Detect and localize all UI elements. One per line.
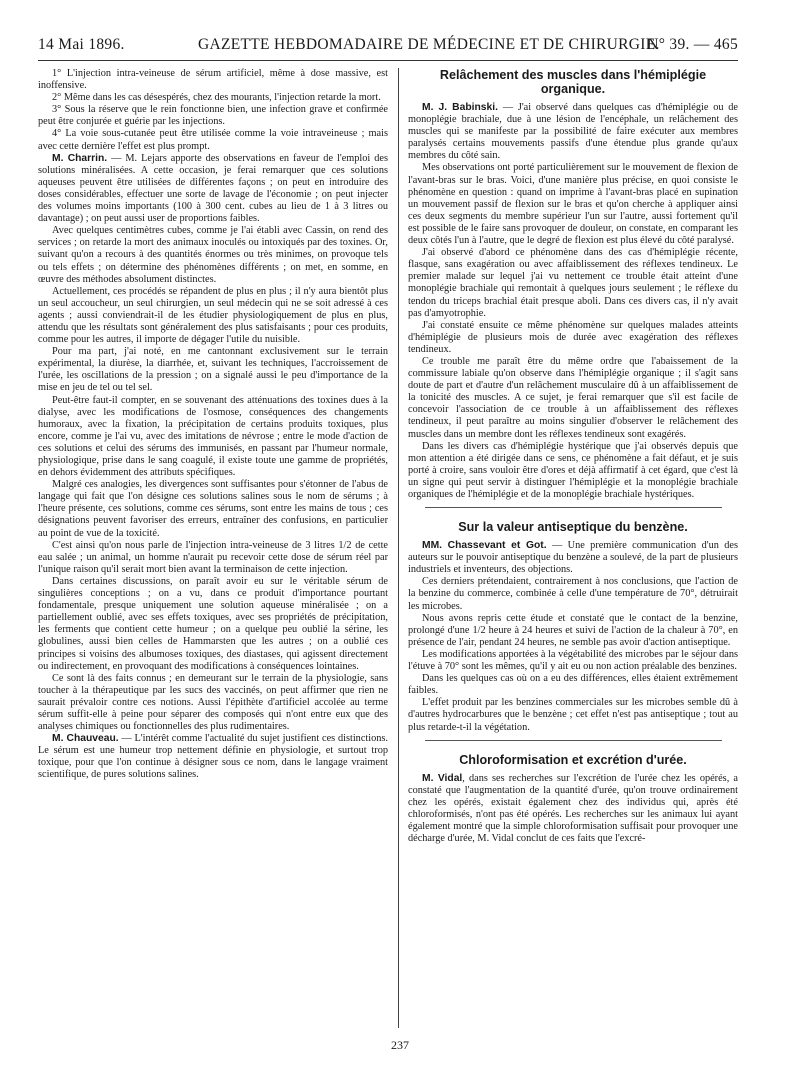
column-separator bbox=[398, 68, 399, 1028]
paragraph: Ce sont là des faits connus ; en demeurant sur le terrain de la physiologie, sans toucher à la thérapeutique par les sucs des vaccinés, on peut affirmer que rien ne saurait prévaloir contre ces notions. Aussi l'épithète d'artificiel accolée au terme sérum suffit-elle à peine pour séparer des composés qui n'ont entre eux que des analyses chimiques ou fonctionnelles des plus rudimentaires. bbox=[38, 672, 388, 733]
paragraph bbox=[408, 773, 738, 846]
paragraph-text: — J'ai observé dans quelques cas d'hémiplégie ou de monoplégie brachiale, due à une lésion de l'encéphale, un relâchement des muscles qui se manifeste par la possibilité de faire exécuter aux membres paralysés certains mouvements passifs d'une étendue plus grande qu'aux membres du côté sain. bbox=[408, 102, 738, 162]
section-heading: Chloroformisation et excrétion d'urée. bbox=[459, 752, 687, 767]
paragraph: L'effet produit par les benzines commerciales sur les microbes semble dû à d'autres hydrocarbures que le benzène ; cet effet n'est pas antiseptique ; tout au plus retarde-t-il la végétation. bbox=[408, 697, 738, 733]
section-divider bbox=[425, 507, 722, 508]
paragraph-text: — L'intérêt comme l'actualité du sujet justifient ces distinctions. Le sérum est une humeur trop nettement définie en physiologie, et surtout trop toxique, pour que l'on continue à désigner sous ce nom, dans le langage vraiment scientifique, de pures solutions salines. bbox=[38, 733, 388, 781]
paragraph: Ce trouble me paraît être du même ordre que l'abaissement de la commissure labiale qu'on observe dans l'hémiplégie organique ; il s'agit sans doute de part et d'autre d'un relâchement musculaire dû à un affaiblissement de la tonicité des muscles. A ce sujet, je ferai remarquer que s'il est facile de concevoir l'association de ce trouble à un affaiblissement des réflexes tendineux, il peut paraître au moins singulier d'observer le relâchement des muscles dans un membre dont les réflexes tendineux sont exagérés. bbox=[408, 355, 738, 440]
paragraph-text: — M. Lejars apporte des observations en faveur de l'emploi des solutions minéralisées. A cette occasion, je ferai remarquer que ces solutions aqueuses peuvent être utilisées de différentes façons ; on peut en introduire des doses considérables, effectuer une sorte de lavage de l'économie ; on peut injecter des volumes moins importants (100 à 300 cent. cubes au lieu de 1 à 3 litres ou davantage) ; on peut aussi user de proportions faibles. bbox=[38, 152, 388, 225]
section-divider bbox=[425, 740, 722, 741]
paragraph: C'est ainsi qu'on nous parle de l'injection intra-veineuse de 3 litres 1/2 de cette eau salée ; un animal, un homme n'aurait pu recevoir cette dose de sérum réel par l'unique raison qu'il serait mort bien avant la terminaison de cette injection. bbox=[38, 539, 388, 575]
journal-title: GAZETTE HEBDOMADAIRE DE MÉDECINE ET DE CHIRURGIE. bbox=[198, 36, 660, 53]
paragraph: Dans certaines discussions, on paraît avoir eu sur le véritable sérum de singulières conceptions ; on a vu, dans ce produit d'importance pourtant fondamentale, presque uniquement une solution aqueuse minéralisée ; on a partiellement oublié, avec ses effets toxiques, avec ses propriétés de précipitation, les ferments que contient cette humeur ; on a quelque peu oublié la sérine, les globulines, aussi bien celles de Hammarsten que les autres ; on a oublié ces principes si voisins des albumoses toxiques, des diastases, qui agissent directement ou indirectement, en provoquant des modifications à conséquences lointaines. bbox=[38, 575, 388, 672]
paragraph: Pour ma part, j'ai noté, en me cantonnant exclusivement sur le terrain expérimental, la diurèse, la diarrhée, et, suivant les techniques, l'accroissement de l'urée, les oscillations de la pression ; on a signalé aussi le peu d'importance de la mise en jeu de tel ou tel sel. bbox=[38, 346, 388, 394]
list-item: 3° Sous la réserve que le rein fonctionne bien, une infection grave et confirmée peut être conjurée et guérie par les injections. bbox=[38, 104, 388, 128]
list-item: 4° La voie sous-cutanée peut être utilisée comme la voie intraveineuse ; mais avec cette dernière l'effet est plus prompt. bbox=[38, 128, 388, 152]
paragraph: Dans les quelques cas où on a eu des différences, elles étaient extrêmement faibles. bbox=[408, 673, 738, 697]
paragraph: J'ai observé d'abord ce phénomène dans des cas d'hémiplégie récente, flasque, sans exagération ou avec affaiblissement des réflexes tendineux. Le premier malade sur lequel j'ai vu nettement ce trouble était atteint d'une monoplégie brachiale qui remontait à quelques jours seulement ; le réflexe du tendon du triceps brachial était presque aboli. Dans ces divers cas, il n'y avait pas d'amyotrophie. bbox=[408, 247, 738, 319]
right-column bbox=[408, 68, 738, 1033]
paragraph-text: , dans ses recherches sur l'excrétion de l'urée chez les opérés, a constaté que l'augmentation de la quantité d'urée, qu'on trouve ordinairement chez les opérés, existait également chez des individus qui, après été chloroformisés, n'ont pas été opérés. Les recherches sur les animaux lui ayant également montré que la simple chloroformisation suffisait pour provoquer une décharge d'urée, M. Vidal conclut de ces faits que l'excré- bbox=[408, 772, 738, 845]
paragraph: Peut-être faut-il compter, en se souvenant des atténuations des toxines dues à la dialyse, avec les modifications de l'osmose, conséquences des changements humoraux, avec la fixation, la précipitation de certains produits toxiques, plus encore, comme je l'ai vu, avec des imitations de névrose ; entre le mode d'action de ces solutions et celui des sérums des immunisés, en passant par l'humeur normale, physiologique, prise dans le sang coagulé, il existe toute une gamme de propriétés, en dehors évidemment des attributs spécifiques. bbox=[38, 394, 388, 479]
paragraph bbox=[38, 733, 388, 781]
paragraph: Mes observations ont porté particulièrement sur le mouvement de flexion de l'avant-bras sur le bras. Voici, d'une manière plus précise, en quoi consiste le phénomène en question : quand on imprime à l'avant-bras placé en supination un mouvement passif de flexion sur le bras et qu'on cherche à appliquer ainsi ces deux segments du membre supérieur l'un sur l'autre, aussi fortement qu'il est possible de le faire sans provoquer de douleur, on constate, en comparant les deux côtés l'un à l'autre, que le degré de flexion est plus élevé du côté paralysé. bbox=[408, 162, 738, 247]
paragraph: Ces derniers prétendaient, contrairement à nos conclusions, que l'action de la benzine du commerce, combinée à celle d'une température de 70°, détruirait les microbes. bbox=[408, 576, 738, 612]
paragraph: Nous avons repris cette étude et constaté que le contact de la benzine, prolongé d'une 1/2 heure à 24 heures et suivi de l'action de la chaleur à 70°, en présence de l'air, pendant 24 heures, ne semble pas avoir d'action antiseptique. bbox=[408, 612, 738, 648]
issue-date: 14 Mai 1896. bbox=[38, 36, 125, 53]
list-item: 2° Même dans les cas désespérés, chez des mourants, l'injection retarde la mort. bbox=[52, 92, 381, 104]
paragraph bbox=[408, 102, 738, 162]
paragraph bbox=[38, 153, 388, 226]
paragraph: Dans les divers cas d'hémiplégie hystérique que j'ai observés depuis que mon attention a été dirigée dans ce sens, ce phénomène a fait défaut, et je suis porté à croire, sans vouloir être d'ores et déjà affirmatif à cet égard, que c'est là un signe qui peut servir à distinguer l'hémiplégie et la monoplégie brachiale organiques de l'hémiplégie et de la monoplégie brachiale hystériques. bbox=[408, 440, 738, 500]
paragraph: Les modifications apportées à la végétabilité des microbes par le séjour dans l'étuve à 70° sont les mêmes, qu'il y ait eu ou non action préalable des benzines. bbox=[408, 648, 738, 673]
speaker-name: M. Chauveau. bbox=[52, 733, 119, 745]
page-footer-number: 237 bbox=[391, 1038, 409, 1052]
speaker-name: M. Vidal bbox=[422, 772, 463, 784]
header-rule bbox=[38, 60, 738, 61]
paragraph: Malgré ces analogies, les divergences sont suffisantes pour s'étonner de l'abus de langage qui fait que l'on désigne ces solutions salines sous le nom de sérums ; à l'heure présente, ces solutions, comme ces sérums, sont entre les mains de tous ; ces désignations peuvent favoriser des erreurs, entraîner des confusions, en particulier au point de vue de la toxicité. bbox=[38, 479, 388, 539]
left-column bbox=[38, 68, 388, 1033]
paragraph: Avec quelques centimètres cubes, comme je l'ai établi avec Cassin, on rend des services ; on retarde la mort des animaux inoculés ou intoxiqués par des toxines. Or, suivant qu'on a recours à des quantités énormes ou très minimes, on provoque tels ou tels effets ; on détermine des phénomènes différents ; on met, en somme, en œuvre des méthodes absolument distinctes. bbox=[38, 225, 388, 285]
paragraph: J'ai constaté ensuite ce même phénomène sur quelques malades atteints d'hémiplégie de plusieurs mois de durée avec exagération des réflexes tendineux. bbox=[408, 319, 738, 355]
paragraph: Actuellement, ces procédés se répandent de plus en plus ; il n'y aura bientôt plus un seul accoucheur, un seul chirurgien, un seul médecin qui ne se soit adressé à ces agents ; aussi conviendrait-il de les étudier physiologiquement de plus en plus, attendu que les résultats sont généralement des plus satisfaisants ; pour ces produits, comme pour les autres, il importe de dégager l'utile du nuisible. bbox=[38, 285, 388, 346]
section-heading: Relâchement des muscles dans l'hémiplégie organique. bbox=[439, 68, 707, 96]
speaker-name: M. J. Babinski. bbox=[422, 102, 498, 113]
running-header bbox=[38, 36, 738, 58]
section-heading: Sur la valeur antiseptique du benzène. bbox=[458, 520, 688, 535]
speaker-name: M. Charrin. bbox=[52, 152, 108, 164]
list-item: 1° L'injection intra-veineuse de sérum artificiel, même à dose massive, est inoffensive. bbox=[38, 68, 388, 92]
paragraph-text: — Une première communication d'un des auteurs sur le pouvoir antiseptique du benzène a soulevé, de la part de plusieurs industriels et inventeurs, des objections. bbox=[408, 540, 738, 576]
issue-page-number: N° 39. — 465 bbox=[647, 36, 738, 53]
paragraph bbox=[408, 540, 738, 576]
speaker-name: MM. Chassevant et Got. bbox=[422, 540, 547, 552]
